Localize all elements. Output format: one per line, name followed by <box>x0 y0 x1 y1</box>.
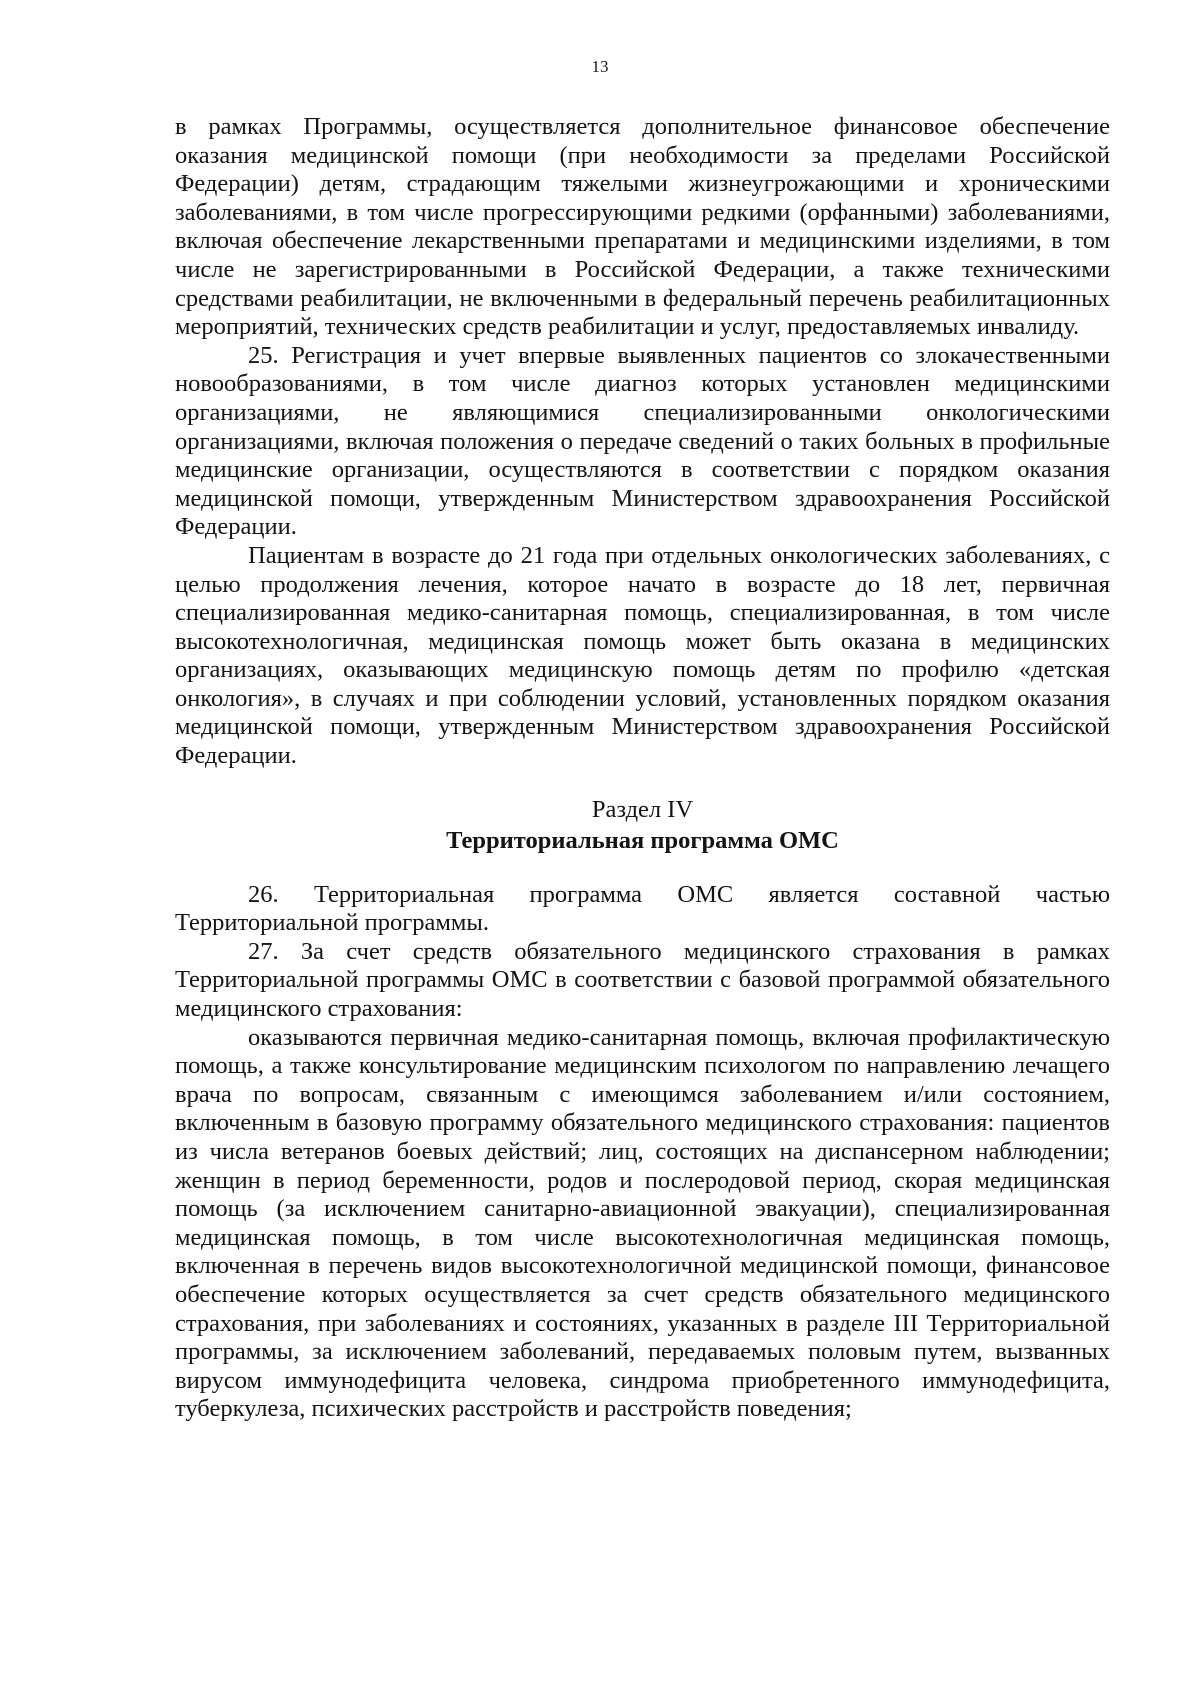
paragraph-pediatric-oncology: Пациентам в возрасте до 21 года при отдельных онкологических заболеваниях, с целью продолжения лечения, которое начато в возрасте до 18 лет, первичная специализированная медико-санитарная помощь, специализированная, в том числе высокотехнологичная, медицинская помощь может быть оказана в медицинских организациях, оказывающих медицинскую помощь детям по профилю «детская онкология», в случаях и при соблюдении условий, установленных порядком оказания медицинской помощи, утвержденным Министерством здравоохранения Российской Федерации. <box>175 541 1110 770</box>
page-number: 13 <box>591 57 609 76</box>
document-body <box>175 113 1110 1424</box>
paragraph-item-27: 27. За счет средств обязательного медицинского страхования в рамках Территориальной программы ОМС в соответствии с базовой программой обязательного медицинского страхования: <box>175 937 1110 1023</box>
paragraph-primary-care: оказываются первичная медико-санитарная помощь, включая профилактическую помощь, а также консультирование медицинским психологом по направлению лечащего врача по вопросам, связанным с имеющимся заболеванием и/или состоянием, включенным в базовую программу обязательного медицинского страхования: пациентов из числа ветеранов боевых действий; лиц, состоящих на диспансерном наблюдении; женщин в период беременности, родов и послеродовой период, скорая медицинская помощь (за исключением санитарно-авиационной эвакуации), специализированная медицинская помощь, в том числе высокотехнологичная медицинская помощь, включенная в перечень видов высокотехнологичной медицинской помощи, финансовое обеспечение которых осуществляется за счет средств обязательного медицинского страхования, при заболеваниях и состояниях, указанных в разделе III Территориальной программы, за исключением заболеваний, передаваемых половым путем, вызванных вирусом иммунодефицита человека, синдрома приобретенного иммунодефицита, туберкулеза, психических расстройств и расстройств поведения; <box>175 1023 1110 1423</box>
paragraph-continuation: в рамках Программы, осуществляется дополнительное финансовое обеспечение оказания медицинской помощи (при необходимости за пределами Российской Федерации) детям, страдающим тяжелыми жизнеугрожающими и хроническими заболеваниями, в том числе прогрессирующими редкими (орфанными) заболеваниями, включая обеспечение лекарственными препаратами и медицинскими изделиями, в том числе не зарегистрированными в Российской Федерации, а также техническими средствами реабилитации, не включенными в федеральный перечень реабилитационных мероприятий, технических средств реабилитации и услуг, предоставляемых инвалиду. <box>175 113 1110 341</box>
section-heading <box>175 795 1110 857</box>
paragraph-item-26: 26. Территориальная программа ОМС является составной частью Территориальной программы. <box>175 880 1110 937</box>
section-label: Раздел IV <box>591 795 694 823</box>
section-title: Территориальная программа ОМС <box>446 826 839 854</box>
paragraph-item-25: 25. Регистрация и учет впервые выявленных пациентов со злокачественными новообразованиями, в том числе диагноз которых установлен медицинскими организациями, не являющимися специализированными онкологическими организациями, включая положения о передаче сведений о таких больных в профильные медицинские организации, осуществляются в соответствии с порядком оказания медицинской помощи, утвержденным Министерством здравоохранения Российской Федерации. <box>175 341 1110 541</box>
